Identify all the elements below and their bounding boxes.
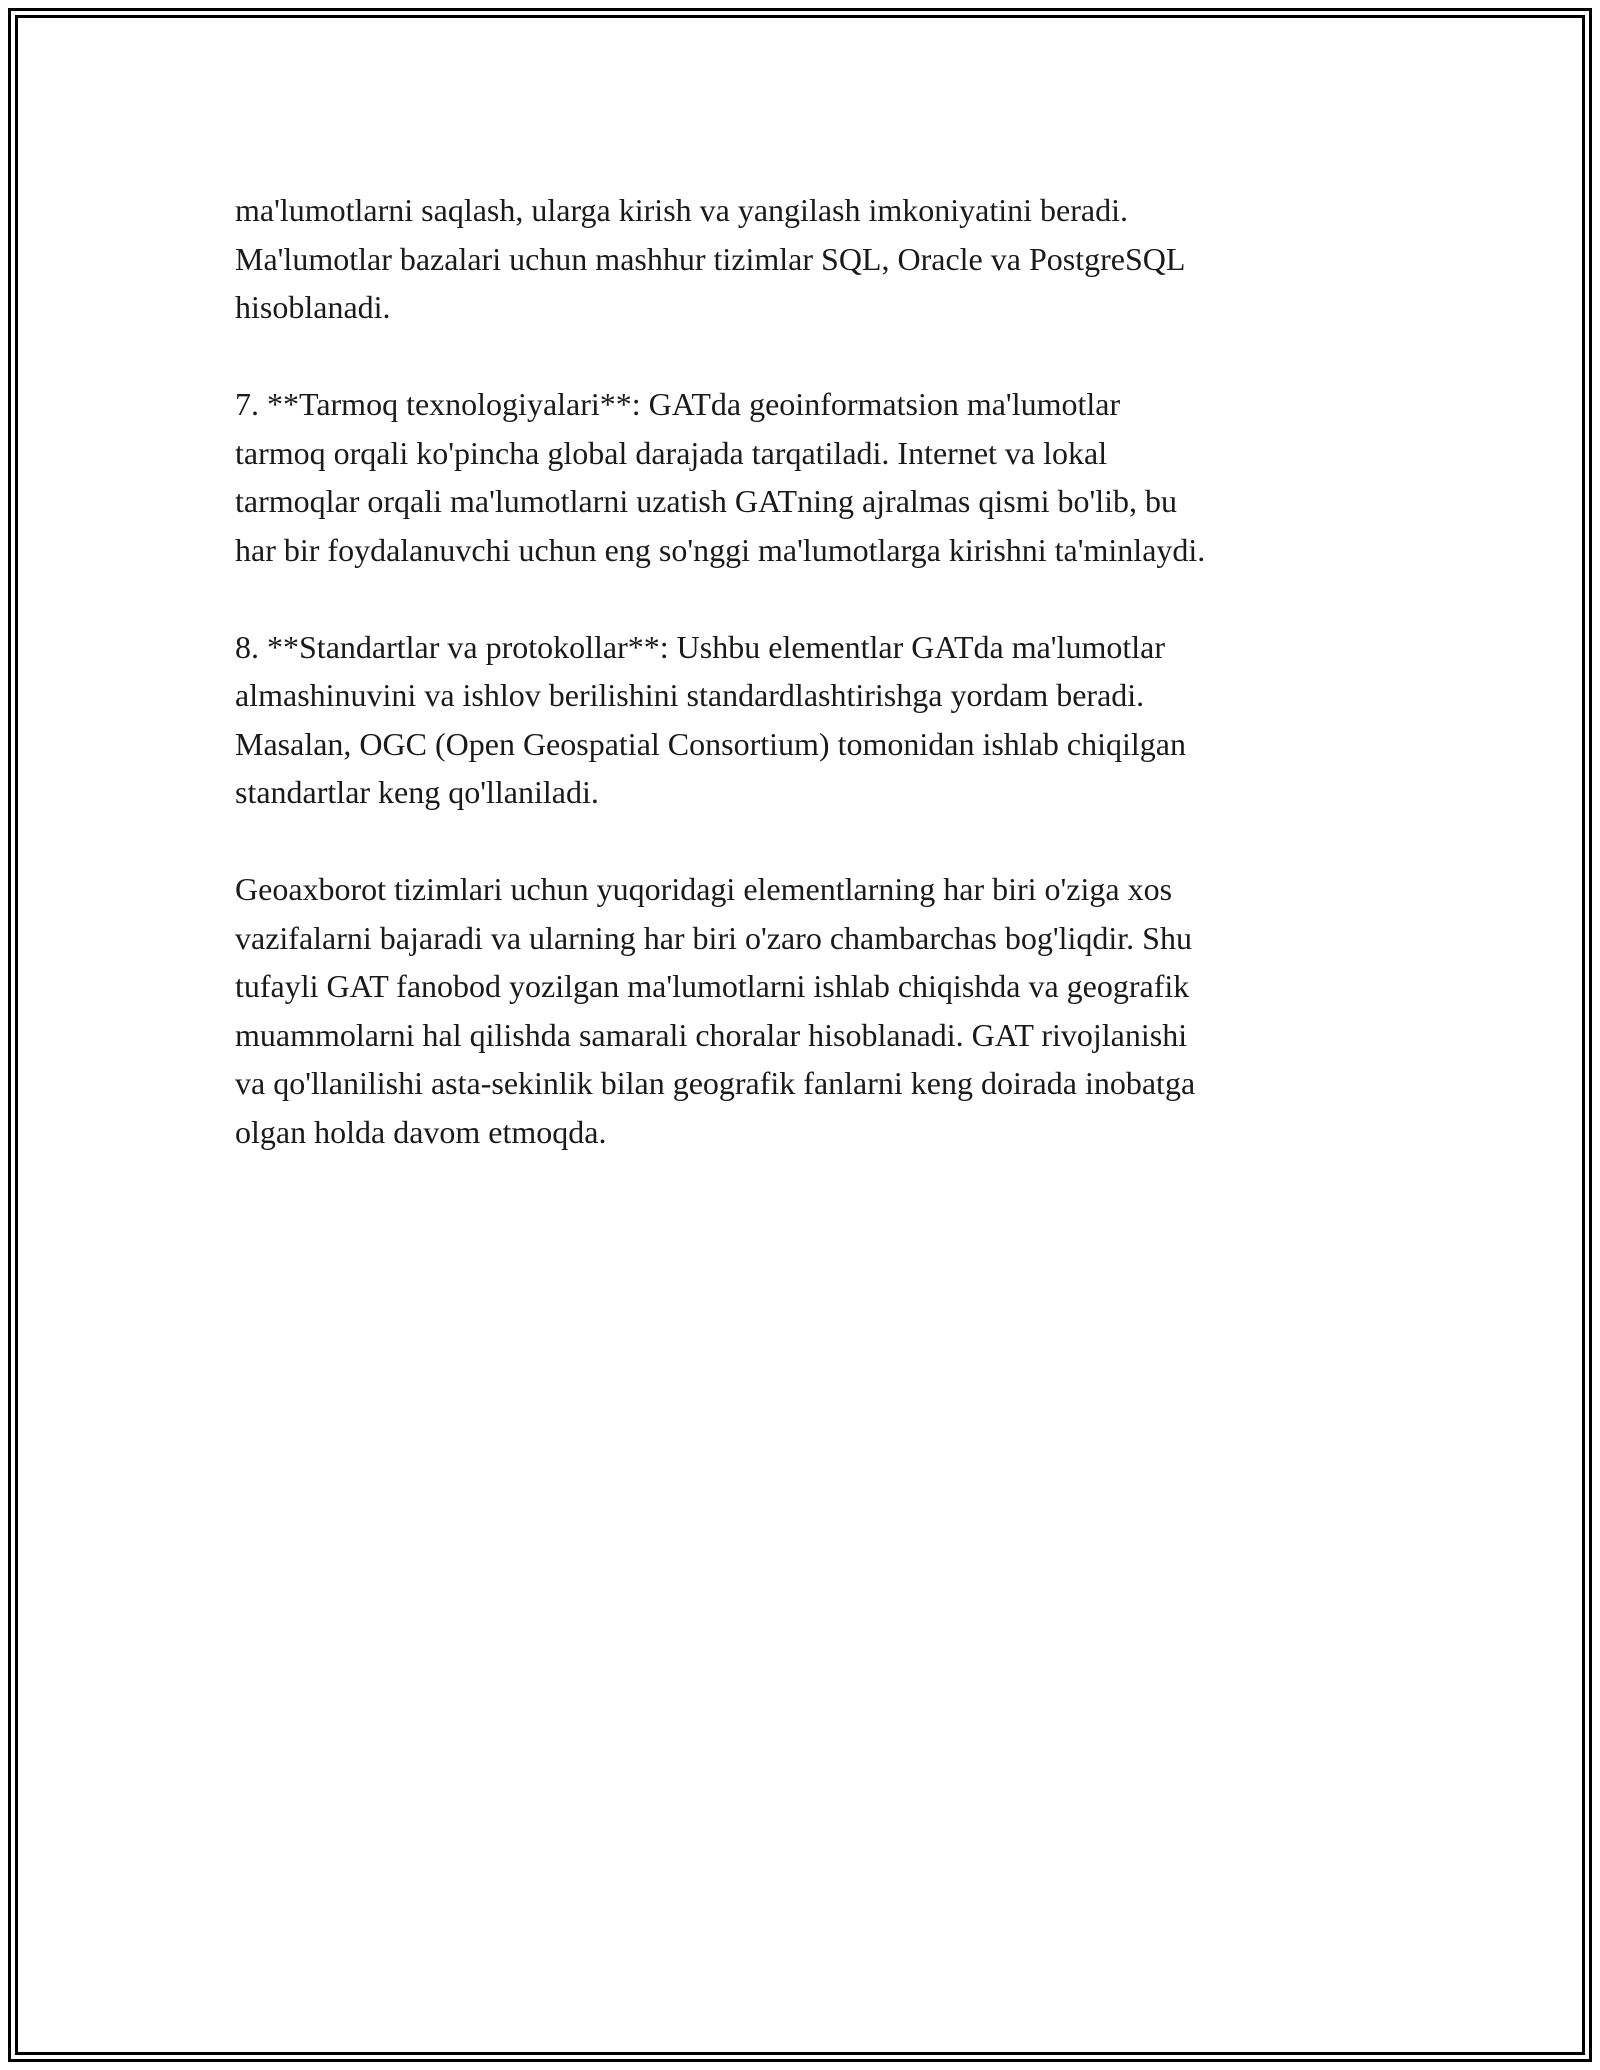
- text-line: olgan holda davom etmoqda.: [235, 1113, 607, 1150]
- paragraph-network-technologies: [235, 380, 1385, 574]
- text-line: vazifalarni bajaradi va ularning har biri o'zaro chambarchas bog'liqdir. Shu: [235, 919, 1192, 956]
- paragraph-standards-protocols: [235, 623, 1385, 817]
- text-line: 8. **Standartlar va protokollar**: Ushbu elementlar GATda ma'lumotlar: [235, 628, 1165, 665]
- text-line: har bir foydalanuvchi uchun eng so'nggi ma'lumotlarga kirishni ta'minlaydi.: [235, 531, 1206, 568]
- text-line: tarmoq orqali ko'pincha global darajada tarqatiladi. Internet va lokal: [235, 434, 1108, 471]
- text-line: hisoblanadi.: [235, 289, 391, 325]
- text-line: tarmoqlar orqali ma'lumotlarni uzatish GATning ajralmas qismi bo'lib, bu: [235, 483, 1178, 519]
- text-line: ma'lumotlarni saqlash, ularga kirish va yangilash imkoniyatini beradi.: [235, 192, 1128, 228]
- text-line: 7. **Tarmoq texnologiyalari**: GATda geoinformatsion ma'lumotlar: [235, 386, 1121, 422]
- text-line: tufayli GAT fanobod yozilgan ma'lumotlarni ishlab chiqishda va geografik: [235, 968, 1190, 1004]
- text-line: standartlar keng qo'llaniladi.: [235, 774, 599, 810]
- text-line: Ma'lumotlar bazalari uchun mashhur tizimlar SQL, Oracle va PostgreSQL: [235, 240, 1186, 277]
- text-line: Masalan, OGC (Open Geospatial Consortium) tomonidan ishlab chiqilgan: [235, 725, 1186, 762]
- text-line: va qo'llanilishi asta-sekinlik bilan geografik fanlarni keng doirada inobatga: [235, 1065, 1196, 1101]
- document-body: [235, 186, 1385, 1205]
- paragraph-database-continuation: [235, 186, 1385, 332]
- text-line: Geoaxborot tizimlari uchun yuqoridagi elementlarning har biri o'ziga xos: [235, 871, 1173, 907]
- paragraph-conclusion: [235, 865, 1385, 1156]
- text-line: muammolarni hal qilishda samarali choralar hisoblanadi. GAT rivojlanishi: [235, 1016, 1188, 1053]
- text-line: almashinuvini va ishlov berilishini standardlashtirishga yordam beradi.: [235, 677, 1145, 713]
